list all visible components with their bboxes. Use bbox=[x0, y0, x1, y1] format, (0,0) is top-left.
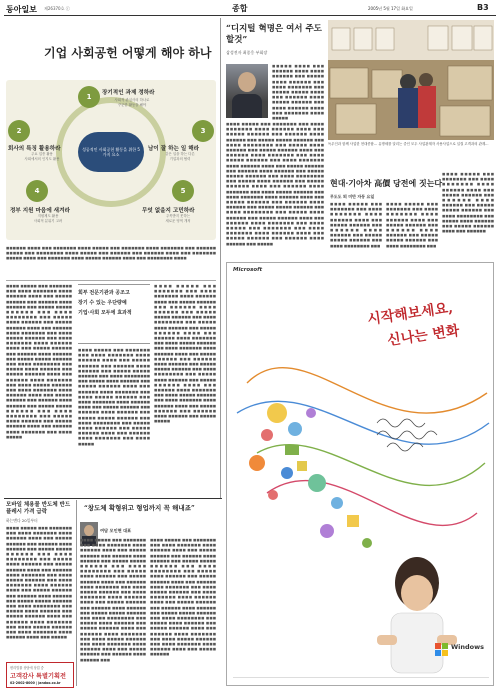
header-rule bbox=[4, 15, 496, 16]
main-col-1: ■■■■ ■■■■■ ■■■ ■■■■■■■ ■■■ ■■■■ ■■■■■■■ ■■■■ ■■■■■■ ■■■■ ■■■ ■■■■■ ■■■■■■ ■■■ ■■■■■■ ■■■■ ■■■■■■ ■■■ ■■■■■ ■■■■■ ■■■■■■ ■■■ ■■■■ ■■■■■■■■ ■■■ ■■■■■ ■■■■ ■■■■■■ ■■■ ■■■■■ ■■■■■■ ■■■■ ■■■ ■■■■■■ ■■■■ ■■■■■■■ ■■■ ■■■■ ■■■■■ ■■■■■■ ■■■ ■■■■ ■■■■■■■ ■■■■ ■■■■■■ ■■■■ ■■■ ■■■■■ ■■■■■■ ■■■ ■■■■■■ ■■■■ ■■■■■■ ■■■ ■■■■■ ■■■■■ ■■■■■■ ■■■ ■■■■ ■■■■■■■■ ■■■ ■■■■■ ■■■■ ■■■■■■ ■■■ ■■■■■ ■■■■■■ ■■■■ ■■■ ■■■■■■ ■■■■ ■■■■■■■ ■■■ ■■■■ ■■■■■ ■■■■■■ ■■■ ■■■■ ■■■■■■■ ■■■■ ■■■■■■ ■■■■ ■■■ ■■■■■ ■■■■■■ ■■■ ■■■■■■ ■■■■ ■■■■■■ ■■■ ■■■■■ ■■■■■ ■■■■■■ ■■■ ■■■■ ■■■■■■■■ ■■■ ■■■■■ ■■■■ ■■■■■■ ■■■ ■■■■■ ■■■■■■ ■■■■ ■■■ ■■■■■■ ■■■■ ■■■■■■■ ■■■ ■■■■ ■■■■■ bbox=[6, 284, 72, 439]
diagram-number-2: 2 bbox=[8, 120, 30, 142]
interview2-col-2: ■■■■ ■■■■■ ■■■ ■■■■■■■ ■■■ ■■■■ ■■■■■■■ ■■■■ ■■■■■■ ■■■■ ■■■ ■■■■■ ■■■■■■ ■■■ ■■■■■■ ■■■■ ■■■■■■ ■■■ ■■■■■ ■■■■■ ■■■■■■ ■■■ ■■■■ ■■■■■■■■ ■■■ ■■■■■ ■■■■ ■■■■■■ ■■■ ■■■■■ ■■■■■■ ■■■■ ■■■ ■■■■■■ ■■■■ ■■■■■■■ ■■■ ■■■■ ■■■■■ ■■■■■■ ■■■ ■■■■ ■■■■■■■ ■■■■ ■■■■■■ ■■■■ ■■■ ■■■■■ ■■■■■■ ■■■ ■■■■■■ ■■■■ ■■■■■■ ■■■ ■■■■■ ■■■■■ ■■■■■■ ■■■ ■■■■ ■■■■■■■■ ■■■ ■■■■■ ■■■■ ■■■■■■ ■■■ ■■■■■ ■■■■■■ ■■■■ ■■■ ■■■■■■ ■■■■ ■■■■■■■ ■■■ ■■■■ ■■■■■ ■■■■■■ ■■■ ■■■■ ■■■■■■■ ■■■■ ■■■■■■ ■■■■ ■■■ ■■■■■ ■■■■■■ bbox=[150, 538, 216, 657]
semiconductor-headline: 모바일 체용물 반도체 반드 플레시 가격 급락 bbox=[6, 502, 71, 515]
semiconductor-byline: 하는맨다 20일부터 bbox=[6, 518, 38, 523]
main-intro-text: ■■■■■■ ■■■■ ■■■ ■■■■■■■ ■■■■ ■■■■■ ■■■ ■■■■■■■ ■■■■ ■■■■■■■ ■■■ ■■■■■■ ■■■■■ ■■■ ■■■■■■■■ ■■■■ ■■■■■ ■■■ ■■■■■■ ■■■ ■■■■■■ ■■■■ ■■■ ■■■■■■■ ■■■■■ ■■■■ ■■■ ■■■■■■■ ■■■■ ■■■■■ ■■■■■■ ■■■■ ■■■ ■■■■■■■■ ■■■■ bbox=[6, 246, 216, 261]
interview2-face bbox=[84, 525, 94, 536]
interview-byline: 삼성전자 최종웅 부회장 bbox=[226, 50, 268, 55]
interview2-col-1: ■■■■ ■■■■■ ■■■ ■■■■■■■ ■■■ ■■■■ ■■■■■■■ ■■■■ ■■■■■■ ■■■■ ■■■ ■■■■■ ■■■■■■ ■■■ ■■■■■■ ■■■■ ■■■■■■ ■■■ ■■■■■ ■■■■■ ■■■■■■ ■■■ ■■■■ ■■■■■■■■ ■■■ ■■■■■ ■■■■ ■■■■■■ ■■■ ■■■■■ ■■■■■■ ■■■■ ■■■ ■■■■■■ ■■■■ ■■■■■■■ ■■■ ■■■■ ■■■■■ ■■■■■■ ■■■ ■■■■ ■■■■■■■ ■■■■ ■■■■■■ ■■■■ ■■■ ■■■■■ ■■■■■■ ■■■ ■■■■■■ ■■■■ ■■■■■■ ■■■ ■■■■■ ■■■■■ ■■■■■■ ■■■ ■■■■ ■■■■■■■■ ■■■ ■■■■■ ■■■■ ■■■■■■ ■■■ ■■■■■ ■■■■■■ ■■■■ ■■■ ■■■■■■ ■■■■ ■■■■■■■ ■■■ ■■■■ ■■■■■ ■■■■■■ ■■■ ■■■■ ■■■■■■■ ■■■■ ■■■■■■ ■■■■ ■■■ ■■■■■ ■■■■■■ ■■■ ■■■■■■ ■■■■ ■■■■■■ ■■■ bbox=[80, 538, 146, 662]
ad-footer-rule bbox=[233, 677, 489, 678]
portrait-face bbox=[238, 72, 256, 92]
diagram-title-4: 정부 지원 마음에 새겨라 bbox=[10, 208, 70, 214]
diagram-title-3: 남이 잘 하는 일 해라 bbox=[148, 146, 200, 152]
store-photo bbox=[328, 20, 494, 140]
pull-quote-line-1: 회부 전문기관과 공조고 bbox=[78, 290, 130, 296]
newspaper-logo: 동아일보 bbox=[6, 5, 37, 14]
red-promo-ad[interactable] bbox=[6, 662, 74, 688]
section-title: 종합 bbox=[232, 4, 248, 13]
portrait-photo bbox=[226, 64, 268, 118]
diagram-title-2: 회사의 특징 활용하라 bbox=[8, 146, 61, 152]
diagram bbox=[6, 80, 216, 240]
diagram-sub-3: 같은 일을 하는 다른 기업과의 협력 bbox=[165, 152, 195, 161]
main-col-3: ■■■■ ■■■■■ ■■■ ■■■■■■■ ■■■ ■■■■ ■■■■■■■ ■■■■ ■■■■■■ ■■■■ ■■■ ■■■■■ ■■■■■■ ■■■ ■■■■■■ ■■■■ ■■■■■■ ■■■ ■■■■■ ■■■■■ ■■■■■■ ■■■ ■■■■ ■■■■■■■■ ■■■ ■■■■■ ■■■■ ■■■■■■ ■■■ ■■■■■ ■■■■■■ ■■■■ ■■■ ■■■■■■ ■■■■ ■■■■■■■ ■■■ ■■■■ ■■■■■ ■■■■■■ ■■■ ■■■■ ■■■■■■■ ■■■■ ■■■■■■ ■■■■ ■■■ ■■■■■ ■■■■■■ ■■■ ■■■■■■ ■■■■ ■■■■■■ ■■■ ■■■■■ ■■■■■ ■■■■■■ ■■■ ■■■■ ■■■■■■■■ ■■■ ■■■■■ ■■■■ ■■■■■■ ■■■ ■■■■■ ■■■■■■ ■■■■ ■■■ ■■■■■■ ■■■■ ■■■■■■■ ■■■ ■■■■ ■■■■■ ■■■■■■ ■■■ ■■■■ ■■■■■■■ ■■■■ ■■■■■■ ■■■■ ■■■ ■■■■■ ■■■■■■ ■■■ ■■■■■■ ■■■■ ■■■■■■ ■■■ ■■■■■ ■■■■■ bbox=[154, 284, 216, 424]
interview2-headline: “창도체 확형위고 형업까지 꼭 해내죠” bbox=[84, 504, 195, 512]
interview-text-2: ■■■■ ■■■■■ ■■■ ■■■■■■■ ■■■ ■■■■ ■■■■■■■ ■■■■ ■■■■■■ ■■■■ ■■■ ■■■■■ ■■■■■■ ■■■ ■■■■■■ ■■■■ ■■■■■■ ■■■ ■■■■■ ■■■■■ ■■■■■■ ■■■ ■■■■ ■■■■■■■■ ■■■ ■■■■■ ■■■■ ■■■■■■ ■■■ ■■■■■ ■■■■■■ ■■■■ ■■■ ■■■■■■ ■■■■ ■■■■■■■ ■■■ ■■■■ ■■■■■ ■■■■■■ ■■■ ■■■■ ■■■■■■■ ■■■■ ■■■■■■ ■■■■ ■■■ ■■■■■ ■■■■■■ ■■■ ■■■■■■ ■■■■ ■■■■■■ ■■■ ■■■■■ ■■■■■ ■■■■■■ ■■■ ■■■■ ■■■■■■■■ ■■■ ■■■■■ ■■■■ ■■■■■■ ■■■ ■■■■■ ■■■■■■ ■■■■ ■■■ ■■■■■■ ■■■■ ■■■■■■■ ■■■ ■■■■ ■■■■■ ■■■■■■ ■■■ ■■■■ ■■■■■■■ ■■■■ ■■■■■■ ■■■■ ■■■ ■■■■■ ■■■■■■ ■■■ ■■■■■■ ■■■■ ■■■■■■ ■■■ ■■■■■ ■■■■■ ■■■■■■ ■■■ ■■■■ ■■■■■■■■ ■■■ ■■■■■ ■■■■ ■■■■■■ ■■■ ■■■■■ ■■■■■■ ■■■■ ■■■ ■■■■■■ ■■■■ ■■■■■■■ ■■■ ■■■■ ■■■■■ ■■■ ■■■■■■■ ■■■ ■■■■ ■■■■■■■ ■■■■ ■■■■■■ ■■■■ ■■■ ■■■■■ ■■■■■■ ■■■ ■■■■■■ ■■■■ ■■■■■■ ■■■ ■■■■■ bbox=[226, 122, 324, 246]
diagram-sub-5: 주목받지 못하는 새로운 영역 개척 bbox=[165, 214, 191, 223]
car-headline: 현대·기아차 高價 당전에 짓는다 bbox=[330, 178, 443, 188]
diagram-sub-2: 주요 업종 활용 사회에서의 인지도 활용 bbox=[24, 152, 60, 161]
divider bbox=[6, 280, 216, 281]
pull-quote-line-2: 장기 수 있는 우단량예 bbox=[78, 300, 127, 306]
issue-date: 2005년 5월 17일 화요일 bbox=[368, 6, 413, 11]
diagram-number-5: 5 bbox=[172, 180, 194, 202]
pull-quote-box bbox=[78, 284, 150, 344]
diagram-title-5: 무엇 없을지 고민하라 bbox=[142, 208, 195, 214]
interview-text-1: ■■■■■ ■■■■ ■■■ ■■■■■■ ■■■■ ■■■■ ■■■■■■ ■■■ ■■■■■ ■■■■ ■■■■■■ ■■■ ■■■■ ■■■■■■■ ■■■ ■■■■■ ■■■■■ ■■■■ ■■■ ■■■■■■ ■■■■ ■■■■■ ■■■■■■ ■■■ ■■■■ ■■■■■■ ■■■■ ■■■ ■■■■■■■ ■■■■ ■■■■■ bbox=[272, 64, 324, 121]
lower-column-rule bbox=[76, 500, 77, 686]
page-number: B3 bbox=[477, 3, 489, 12]
issue-number: 제26370호 ⓒ bbox=[44, 6, 70, 11]
car-col-2: ■■■■ ■■■■■ ■■■ ■■■■■■■ ■■■ ■■■■ ■■■■■■■ ■■■■ ■■■■■■ ■■■■ ■■■ ■■■■■ ■■■■■■ ■■■ ■■■■■■ ■■■■ ■■■■■■ ■■■ ■■■■■ ■■■■■ ■■■■■■ ■■■ ■■■■ ■■■■■■■■ ■■■ bbox=[386, 202, 438, 248]
store-photo-scene bbox=[328, 20, 494, 140]
ad-slogan-line-1: 시작해보세요, bbox=[366, 300, 454, 328]
diagram-number-1: 1 bbox=[78, 86, 100, 108]
pull-quote-line-3: 기업·사회 모두에 효과적 bbox=[78, 310, 132, 316]
diagram-center-label: 성공적인 사회공헌 활동을 위한 5가지 요소 bbox=[82, 147, 140, 157]
ad-slogan-line-2: 신나는 변화 bbox=[386, 323, 461, 349]
column-rule bbox=[220, 18, 221, 498]
diagram-sub-1: 사회적 관심사의 하나로 꾸준한 활동을 해야 bbox=[114, 98, 150, 107]
diagram-number-3: 3 bbox=[192, 120, 214, 142]
microsoft-logo: Microsoft bbox=[233, 267, 263, 273]
diagram-number-4: 4 bbox=[26, 180, 48, 202]
interview-headline: “디지털 혁명은 여서 주도할것” bbox=[226, 24, 322, 45]
promo-main: 고객감사 특별기획전 bbox=[10, 673, 66, 680]
diagram-title-1: 장기적인 과제 정하라 bbox=[102, 90, 155, 96]
portrait-suit bbox=[232, 94, 262, 118]
promo-topline: 변리법률 상담에 상업 중 bbox=[10, 666, 44, 670]
promo-phone: 02-2002-8000 | jandoo.co.kr bbox=[10, 681, 61, 685]
interview2-subhead: 여담 모인현 대표 bbox=[100, 528, 132, 533]
windows-logo: Windows bbox=[451, 643, 485, 651]
main-col-2: ■■■■ ■■■■■ ■■■ ■■■■■■■ ■■■ ■■■■ ■■■■■■■ ■■■■ ■■■■■■ ■■■■ ■■■ ■■■■■ ■■■■■■ ■■■ ■■■■■■ ■■■■ ■■■■■■ ■■■ ■■■■■ ■■■■■ ■■■■■■ ■■■ ■■■■ ■■■■■■■■ ■■■ ■■■■■ ■■■■ ■■■■■■ ■■■ ■■■■■ ■■■■■■ ■■■■ ■■■ ■■■■■■ ■■■■ ■■■■■■■ ■■■ ■■■■ ■■■■■ ■■■■■■ ■■■ ■■■■ ■■■■■■■ ■■■■ ■■■■■■ ■■■■ ■■■ ■■■■■ ■■■■■■ ■■■ ■■■■■■ ■■■■ ■■■■■■ ■■■ ■■■■■ ■■■■■ ■■■■■■ ■■■ ■■■■ ■■■■■■■■ ■■■ ■■■■■ ■■■■ ■■■■■■ ■■■ ■■■■■ ■■■■■■ ■■■■ ■■■ ■■■■■■ ■■■■ ■■■■■■■ ■■■ ■■■■ ■■■■■ bbox=[78, 348, 150, 446]
lower-rule bbox=[4, 498, 222, 499]
car-subhead: 무도도 퇴 미만 자동 요일 bbox=[330, 194, 375, 199]
semiconductor-text: ■■■■ ■■■■■ ■■■ ■■■■■■■ ■■■ ■■■■ ■■■■■■■ ■■■■ ■■■■■■ ■■■■ ■■■ ■■■■■ ■■■■■■ ■■■ ■■■■■■ ■■■■ ■■■■■■ ■■■ ■■■■■ ■■■■■ ■■■■■■ ■■■ ■■■■ ■■■■■■■■ ■■■ ■■■■■ ■■■■ ■■■■■■ ■■■ ■■■■■ ■■■■■■ ■■■■ ■■■ ■■■■■■ ■■■■ ■■■■■■■ ■■■ ■■■■ ■■■■■ ■■■■■■ ■■■ ■■■■ ■■■■■■■ ■■■■ ■■■■■■ ■■■■ ■■■ ■■■■■ ■■■■■■ ■■■ ■■■■■■ ■■■■ ■■■■■■ ■■■ ■■■■■ ■■■■■ ■■■■■■ ■■■ ■■■■ ■■■■■■■■ ■■■ ■■■■■ ■■■■ ■■■■■■ ■■■ ■■■■■ ■■■■■■ ■■■■ ■■■ ■■■■■■ ■■■■ ■■■■■■■ ■■■ ■■■■ ■■■■■ ■■■■■■ ■■■ ■■■■ ■■■■■■■ ■■■■ ■■■■■■ ■■■■ ■■■ ■■■■■ bbox=[6, 526, 72, 640]
car-col-1: ■■■■ ■■■■■ ■■■ ■■■■■■■ ■■■ ■■■■ ■■■■■■■ ■■■■ ■■■■■■ ■■■■ ■■■ ■■■■■ ■■■■■■ ■■■ ■■■■■■ ■■■■ ■■■■■■ ■■■ ■■■■■ ■■■■■ ■■■■■■ ■■■ ■■■■ ■■■■■■■■ ■■■ bbox=[330, 202, 382, 248]
car-col-3: ■■■■ ■■■■■ ■■■ ■■■■■■■ ■■■ ■■■■ ■■■■■■■ ■■■■ ■■■■■■ ■■■■ ■■■ ■■■■■ ■■■■■■ ■■■ ■■■■■■ ■■■■ ■■■■■■ ■■■ ■■■■■ ■■■■■ ■■■■■■ ■■■ ■■■■ ■■■■■■■■ ■■■ ■■■■■ ■■■■ ■■■■■■ ■■■ ■■■■■ ■■■■■■ ■■■■ ■■■ ■■■■■■ bbox=[442, 172, 494, 234]
microsoft-ad[interactable] bbox=[226, 262, 494, 686]
diagram-sub-4: 지원제도 활용 사회적 분위기 고려 bbox=[33, 214, 63, 223]
main-headline: 기업 사회공헌 어떻게 해야 하나 bbox=[44, 46, 212, 60]
store-photo-caption: 독무인과 함께 사업한 현대종합… 유명세를 알리는 중인 모두 사업관계자 사용사업으로 일컬 고객과의 관계… bbox=[328, 142, 489, 146]
